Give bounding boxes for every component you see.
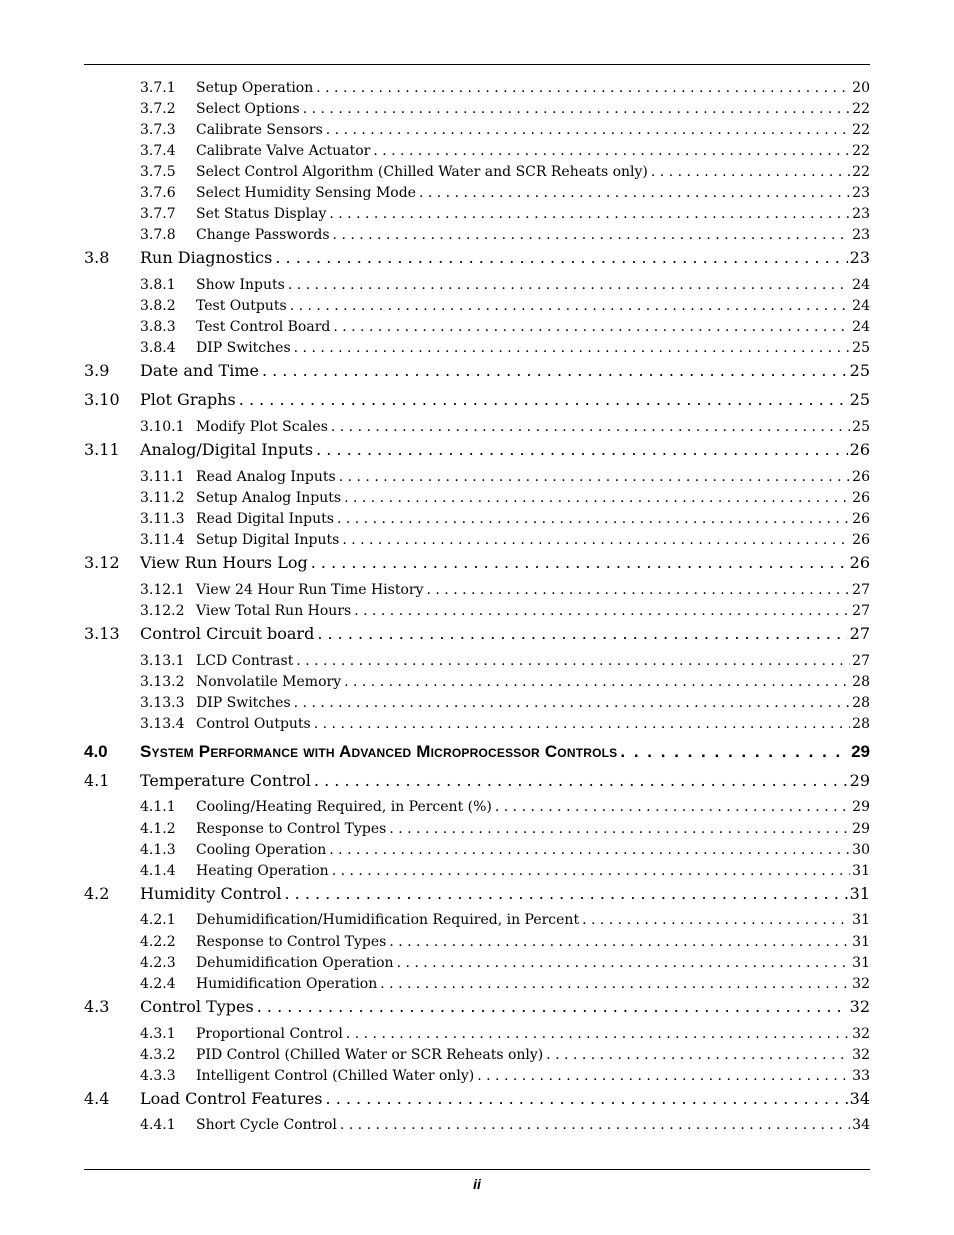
toc-entry-page: 20	[852, 80, 870, 96]
toc-entry-title: Cooling/Heating Required, in Percent (%)	[196, 799, 492, 815]
toc-entry-3-7-5[interactable]	[140, 164, 870, 180]
toc-entry-3-7-1[interactable]	[140, 80, 870, 96]
toc-entry-3-7-2[interactable]	[140, 101, 870, 117]
toc-entry-page: 32	[852, 976, 870, 992]
toc-entry-3-7-7[interactable]	[140, 206, 870, 222]
toc-dot-leader	[419, 185, 850, 201]
toc-entry-number: 4.2.3	[140, 955, 176, 971]
toc-entry-4-1-2[interactable]	[140, 821, 870, 837]
toc-entry-number: 4.2.4	[140, 976, 176, 992]
toc-entry-title: Control Types	[140, 997, 254, 1016]
toc-entry-number: 3.7.4	[140, 143, 176, 159]
toc-entry-number: 3.11.1	[140, 469, 185, 485]
toc-dot-leader	[296, 653, 850, 669]
toc-entry-page: 31	[852, 934, 870, 950]
toc-entry-page: 31	[849, 884, 870, 903]
toc-entry-title: Modify Plot Scales	[196, 419, 328, 435]
toc-entry-page: 22	[852, 143, 870, 159]
toc-entry-3-7-4[interactable]	[140, 143, 870, 159]
toc-entry-title: Read Analog Inputs	[196, 469, 336, 485]
toc-entry-3-13-2[interactable]	[140, 674, 870, 690]
toc-entry-title: View 24 Hour Run Time History	[196, 582, 424, 598]
toc-entry-number: 3.12	[84, 553, 120, 572]
toc-entry-title: Setup Operation	[196, 80, 314, 96]
toc-entry-3-7-3[interactable]	[140, 122, 870, 138]
toc-dot-leader	[651, 164, 850, 180]
toc-entry-4-3-2[interactable]	[140, 1047, 870, 1063]
toc-entry-number: 3.11.2	[140, 490, 185, 506]
toc-entry-title: Dehumidification Operation	[196, 955, 394, 971]
toc-dot-leader	[389, 821, 850, 837]
toc-entry-4-1[interactable]	[84, 771, 870, 790]
toc-entry-page: 34	[849, 1089, 870, 1108]
toc-entry-title: LCD Contrast	[196, 653, 294, 669]
toc-entry-title: Analog/Digital Inputs	[140, 440, 314, 459]
toc-dot-leader	[311, 553, 848, 572]
toc-dot-leader	[239, 390, 848, 409]
toc-dot-leader	[389, 934, 850, 950]
toc-entry-number: 3.7.3	[140, 122, 176, 138]
toc-entry-page: 31	[852, 863, 870, 879]
toc-entry-3-12[interactable]	[84, 553, 870, 572]
toc-entry-number: 4.2	[84, 884, 110, 903]
toc-dot-leader	[333, 319, 850, 335]
toc-entry-page: 22	[852, 101, 870, 117]
toc-dot-leader	[294, 695, 851, 711]
toc-dot-leader	[427, 582, 851, 598]
toc-entry-title: Response to Control Types	[196, 934, 387, 950]
toc-entry-title: Load Control Features	[140, 1089, 323, 1108]
toc-entry-number: 3.13.3	[140, 695, 185, 711]
toc-dot-leader	[316, 440, 848, 459]
toc-entry-page: 24	[852, 298, 870, 314]
toc-entry-number: 3.10.1	[140, 419, 185, 435]
toc-dot-leader	[257, 997, 848, 1016]
toc-entry-page: 33	[852, 1068, 870, 1084]
toc-entry-number: 4.1.4	[140, 863, 176, 879]
toc-dot-leader	[294, 340, 851, 356]
toc-entry-page: 26	[852, 469, 870, 485]
toc-entry-3-10-1[interactable]	[140, 419, 870, 435]
toc-entry-page: 34	[852, 1117, 870, 1133]
toc-entry-page: 30	[852, 842, 870, 858]
toc-entry-page: 24	[852, 277, 870, 293]
toc-entry-page: 29	[852, 799, 870, 815]
toc-entry-number: 3.8.4	[140, 340, 176, 356]
toc-entry-number: 3.7.7	[140, 206, 176, 222]
toc-entry-page: 28	[852, 674, 870, 690]
toc-entry-page: 31	[852, 955, 870, 971]
toc-entry-4-1-3[interactable]	[140, 842, 870, 858]
toc-dot-leader	[329, 842, 850, 858]
toc-entry-number: 3.13	[84, 624, 120, 643]
toc-dot-leader	[332, 863, 850, 879]
toc-entry-title: Proportional Control	[196, 1026, 343, 1042]
toc-entry-title: DIP Switches	[196, 340, 291, 356]
toc-dot-leader	[326, 1089, 848, 1108]
toc-entry-4-2-1[interactable]	[140, 912, 870, 928]
toc-entry-4-1-4[interactable]	[140, 863, 870, 879]
toc-entry-number: 3.7.8	[140, 227, 176, 243]
toc-entry-3-9[interactable]	[84, 361, 870, 380]
toc-entry-3-8-3[interactable]	[140, 319, 870, 335]
page-number: ii	[473, 1176, 481, 1192]
toc-entry-title: Set Status Display	[196, 206, 327, 222]
toc-entry-3-8-4[interactable]	[140, 340, 870, 356]
toc-dot-leader	[339, 469, 850, 485]
toc-entry-page: 25	[852, 340, 870, 356]
toc-entry-title: Setup Digital Inputs	[196, 532, 340, 548]
toc-entry-number: 4.1.2	[140, 821, 176, 837]
toc-entry-page: 27	[849, 624, 870, 643]
toc-entry-title: System Performance with Advanced Microprocessor Controls	[140, 742, 618, 761]
toc-entry-4-1-1[interactable]	[140, 799, 870, 815]
toc-entry-page: 23	[849, 248, 870, 267]
toc-dot-leader	[477, 1068, 850, 1084]
top-rule	[84, 64, 870, 65]
toc-entry-3-13[interactable]	[84, 624, 870, 643]
toc-entry-number: 3.7.2	[140, 101, 176, 117]
toc-entry-number: 3.8.1	[140, 277, 176, 293]
toc-dot-leader	[290, 298, 850, 314]
toc-dot-leader	[340, 1117, 850, 1133]
toc-entry-page: 23	[852, 227, 870, 243]
toc-entry-number: 3.11	[84, 440, 120, 459]
toc-entry-number: 3.8.2	[140, 298, 176, 314]
toc-dot-leader	[329, 206, 850, 222]
toc-entry-4-3-1[interactable]	[140, 1026, 870, 1042]
toc-entry-page: 27	[852, 653, 870, 669]
toc-dot-leader	[337, 511, 850, 527]
toc-entry-number: 3.8.3	[140, 319, 176, 335]
toc-dot-leader	[354, 603, 850, 619]
toc-dot-leader	[397, 955, 851, 971]
toc-entry-page: 26	[852, 490, 870, 506]
toc-entry-page: 26	[852, 532, 870, 548]
toc-dot-leader	[495, 799, 850, 815]
toc-entry-3-11-4[interactable]	[140, 532, 870, 548]
toc-entry-page: 32	[849, 997, 870, 1016]
toc-entry-number: 3.12.2	[140, 603, 185, 619]
toc-entry-title: Select Options	[196, 101, 300, 117]
toc-dot-leader	[333, 227, 851, 243]
toc-dot-leader	[373, 143, 850, 159]
toc-entry-page: 27	[852, 603, 870, 619]
toc-entry-page: 28	[852, 695, 870, 711]
toc-entry-3-10[interactable]	[84, 390, 870, 409]
toc-entry-3-12-1[interactable]	[140, 582, 870, 598]
toc-entry-3-11-3[interactable]	[140, 511, 870, 527]
toc-entry-title: Humidity Control	[140, 884, 282, 903]
toc-entry-number: 4.3.2	[140, 1047, 176, 1063]
toc-dot-leader	[344, 674, 850, 690]
toc-entry-title: Run Diagnostics	[140, 248, 273, 267]
toc-entry-4-2[interactable]	[84, 884, 870, 903]
toc-entry-title: Intelligent Control (Chilled Water only)	[196, 1068, 475, 1084]
toc-entry-page: 24	[852, 319, 870, 335]
toc-entry-number: 4.3	[84, 997, 110, 1016]
toc-entry-title: Nonvolatile Memory	[196, 674, 342, 690]
toc-entry-number: 4.1.3	[140, 842, 176, 858]
toc-entry-3-11-2[interactable]	[140, 490, 870, 506]
toc-dot-leader	[314, 771, 848, 790]
toc-entry-3-13-1[interactable]	[140, 653, 870, 669]
bottom-rule	[84, 1169, 870, 1170]
toc-dot-leader	[275, 248, 847, 267]
toc-entry-title: Control Outputs	[196, 716, 311, 732]
toc-dot-leader	[620, 742, 849, 762]
toc-dot-leader	[288, 277, 850, 293]
toc-entry-title: View Total Run Hours	[196, 603, 352, 619]
toc-entry-title: Test Outputs	[196, 298, 287, 314]
toc-entry-4-3-3[interactable]	[140, 1068, 870, 1084]
toc-entry-4-0[interactable]	[84, 742, 870, 762]
toc-entry-4-2-3[interactable]	[140, 955, 870, 971]
toc-dot-leader	[346, 1026, 850, 1042]
toc-entry-3-8-1[interactable]	[140, 277, 870, 293]
toc-entry-page: 28	[852, 716, 870, 732]
toc-entry-page: 26	[852, 511, 870, 527]
toc-entry-number: 4.2.1	[140, 912, 176, 928]
toc-entry-page: 32	[852, 1026, 870, 1042]
toc-dot-leader	[380, 976, 850, 992]
toc-entry-number: 3.13.1	[140, 653, 185, 669]
toc-entry-3-11-1[interactable]	[140, 469, 870, 485]
toc-entry-title: DIP Switches	[196, 695, 291, 711]
toc-entry-page: 29	[849, 771, 870, 790]
toc-entry-title: Calibrate Sensors	[196, 122, 323, 138]
toc-entry-title: Test Control Board	[196, 319, 331, 335]
toc-entry-3-13-3[interactable]	[140, 695, 870, 711]
toc-entry-number: 3.10	[84, 390, 120, 409]
toc-entry-page: 25	[849, 361, 870, 380]
toc-entry-title: Setup Analog Inputs	[196, 490, 342, 506]
toc-entry-number: 4.4	[84, 1089, 110, 1108]
toc-entry-title: Dehumidification/Humidification Required, in Percent	[196, 912, 580, 928]
toc-dot-leader	[546, 1047, 850, 1063]
toc-dot-leader	[262, 361, 848, 380]
toc-dot-leader	[316, 80, 850, 96]
toc-entry-title: Humidification Operation	[196, 976, 378, 992]
toc-entry-page: 31	[852, 912, 870, 928]
toc-entry-number: 3.8	[84, 248, 110, 267]
toc-entry-title: View Run Hours Log	[140, 553, 308, 572]
toc-entry-number: 3.11.4	[140, 532, 185, 548]
toc-entry-number: 3.7.1	[140, 80, 176, 96]
toc-entry-number: 4.3.1	[140, 1026, 176, 1042]
toc-entry-page: 29	[851, 742, 870, 761]
toc-entry-title: Read Digital Inputs	[196, 511, 334, 527]
toc-entry-page: 29	[852, 821, 870, 837]
toc-entry-title: Plot Graphs	[140, 390, 236, 409]
toc-entry-4-4-1[interactable]	[140, 1117, 870, 1133]
toc-entry-title: PID Control (Chilled Water or SCR Reheats only)	[196, 1047, 544, 1063]
toc-entry-page: 25	[849, 390, 870, 409]
toc-entry-4-4[interactable]	[84, 1089, 870, 1108]
toc-entry-3-8-2[interactable]	[140, 298, 870, 314]
toc-entry-4-3[interactable]	[84, 997, 870, 1016]
toc-entry-number: 3.7.6	[140, 185, 176, 201]
toc-entry-page: 32	[852, 1047, 870, 1063]
toc-dot-leader	[314, 716, 850, 732]
toc-entry-number: 4.1.1	[140, 799, 176, 815]
toc-entry-4-2-4[interactable]	[140, 976, 870, 992]
toc-entry-page: 23	[852, 206, 870, 222]
toc-entry-page: 22	[852, 164, 870, 180]
toc-entry-number: 3.13.4	[140, 716, 185, 732]
toc-entry-title: Select Control Algorithm (Chilled Water and SCR Reheats only)	[196, 164, 648, 180]
toc-entry-title: Show Inputs	[196, 277, 285, 293]
toc-entry-3-8[interactable]	[84, 248, 870, 267]
toc-entry-title: Heating Operation	[196, 863, 329, 879]
toc-entry-number: 4.4.1	[140, 1117, 176, 1133]
toc-entry-page: 22	[852, 122, 870, 138]
toc-entry-number: 4.2.2	[140, 934, 176, 950]
toc-entry-page: 23	[852, 185, 870, 201]
toc-entry-number: 3.12.1	[140, 582, 185, 598]
toc-dot-leader	[331, 419, 850, 435]
toc-entry-title: Response to Control Types	[196, 821, 387, 837]
toc-entry-3-7-8[interactable]	[140, 227, 870, 243]
toc-dot-leader	[582, 912, 850, 928]
toc-dot-leader	[326, 122, 850, 138]
toc-dot-leader	[284, 884, 847, 903]
toc-entry-number: 3.13.2	[140, 674, 185, 690]
toc-entry-3-7-6[interactable]	[140, 185, 870, 201]
toc-entry-title: Short Cycle Control	[196, 1117, 337, 1133]
toc-entry-title: Cooling Operation	[196, 842, 327, 858]
toc-entry-title: Select Humidity Sensing Mode	[196, 185, 416, 201]
toc-entry-title: Calibrate Valve Actuator	[196, 143, 371, 159]
toc-dot-leader	[344, 490, 850, 506]
toc-entry-3-13-4[interactable]	[140, 716, 870, 732]
toc-entry-title: Control Circuit board	[140, 624, 315, 643]
toc-dot-leader	[342, 532, 850, 548]
toc-dot-leader	[303, 101, 850, 117]
toc-dot-leader	[317, 624, 847, 643]
toc-entry-3-12-2[interactable]	[140, 603, 870, 619]
toc-entry-4-2-2[interactable]	[140, 934, 870, 950]
toc-entry-page: 25	[852, 419, 870, 435]
toc-entry-number: 3.9	[84, 361, 110, 380]
toc-entry-number: 3.7.5	[140, 164, 176, 180]
toc-entry-3-11[interactable]	[84, 440, 870, 459]
toc-entry-page: 26	[849, 440, 870, 459]
toc-entry-page: 27	[852, 582, 870, 598]
toc-entry-title: Date and Time	[140, 361, 259, 380]
toc-entry-number: 4.3.3	[140, 1068, 176, 1084]
toc-entry-number: 4.0	[84, 742, 108, 761]
toc-entry-page: 26	[849, 553, 870, 572]
toc-entry-title: Temperature Control	[140, 771, 311, 790]
toc-entry-number: 4.1	[84, 771, 110, 790]
toc-entry-number: 3.11.3	[140, 511, 185, 527]
toc-entry-title: Change Passwords	[196, 227, 330, 243]
